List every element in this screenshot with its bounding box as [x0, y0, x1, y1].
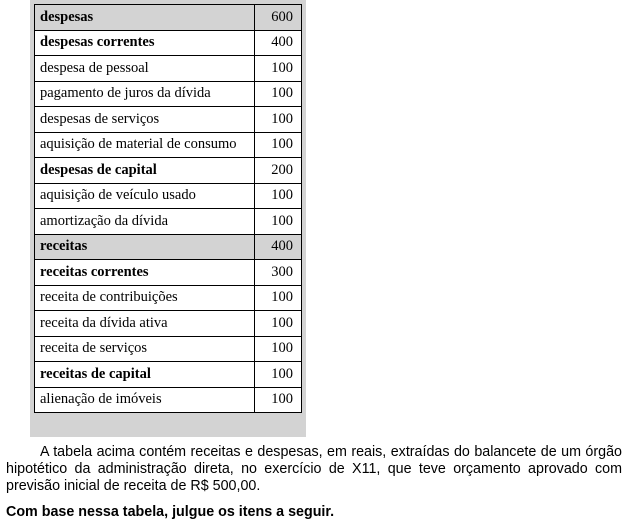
row-label: despesas correntes: [35, 30, 255, 56]
instruction-text: Com base nessa tabela, julgue os itens a seguir.: [6, 504, 335, 520]
description-paragraph: A tabela acima contém receitas e despesas, em reais, extraídas do balancete de um órgão hipotético da administração direta, no exercício de X11, que teve orçamento aprovado com previsão inicial de receita de R$ 500,00.: [6, 444, 622, 494]
row-label: receita de serviços: [35, 336, 255, 362]
row-label: alienação de imóveis: [35, 387, 255, 413]
row-value: 600: [255, 5, 302, 31]
row-value: 300: [255, 260, 302, 286]
table-row: [35, 81, 302, 107]
table-row: [35, 132, 302, 158]
row-value: 100: [255, 132, 302, 158]
row-value: 400: [255, 30, 302, 56]
row-label: despesas: [35, 5, 255, 31]
table-row: [35, 362, 302, 388]
table-row: [35, 158, 302, 184]
row-label: amortização da dívida: [35, 209, 255, 235]
row-label: pagamento de juros da dívida: [35, 81, 255, 107]
row-value: 100: [255, 362, 302, 388]
table-row: [35, 285, 302, 311]
row-value: 100: [255, 81, 302, 107]
table-row: [35, 260, 302, 286]
row-value: 100: [255, 387, 302, 413]
row-value: 100: [255, 183, 302, 209]
budget-table-frame: [30, 0, 306, 437]
table-row: [35, 387, 302, 413]
row-value: 200: [255, 158, 302, 184]
table-row: [35, 234, 302, 260]
row-label: receitas correntes: [35, 260, 255, 286]
row-label: receitas de capital: [35, 362, 255, 388]
row-value: 100: [255, 56, 302, 82]
table-row: [35, 336, 302, 362]
row-label: aquisição de veículo usado: [35, 183, 255, 209]
table-row: [35, 107, 302, 133]
row-label: despesas de serviços: [35, 107, 255, 133]
row-value: 100: [255, 311, 302, 337]
table-row: [35, 209, 302, 235]
row-label: receitas: [35, 234, 255, 260]
table-row: [35, 183, 302, 209]
row-value: 100: [255, 107, 302, 133]
row-label: receita de contribuições: [35, 285, 255, 311]
table-row: [35, 5, 302, 31]
row-label: despesa de pessoal: [35, 56, 255, 82]
row-value: 100: [255, 336, 302, 362]
table-row: [35, 311, 302, 337]
row-value: 400: [255, 234, 302, 260]
row-label: aquisição de material de consumo: [35, 132, 255, 158]
row-value: 100: [255, 285, 302, 311]
budget-table: [34, 4, 302, 413]
row-value: 100: [255, 209, 302, 235]
table-row: [35, 56, 302, 82]
row-label: receita da dívida ativa: [35, 311, 255, 337]
table-row: [35, 30, 302, 56]
row-label: despesas de capital: [35, 158, 255, 184]
